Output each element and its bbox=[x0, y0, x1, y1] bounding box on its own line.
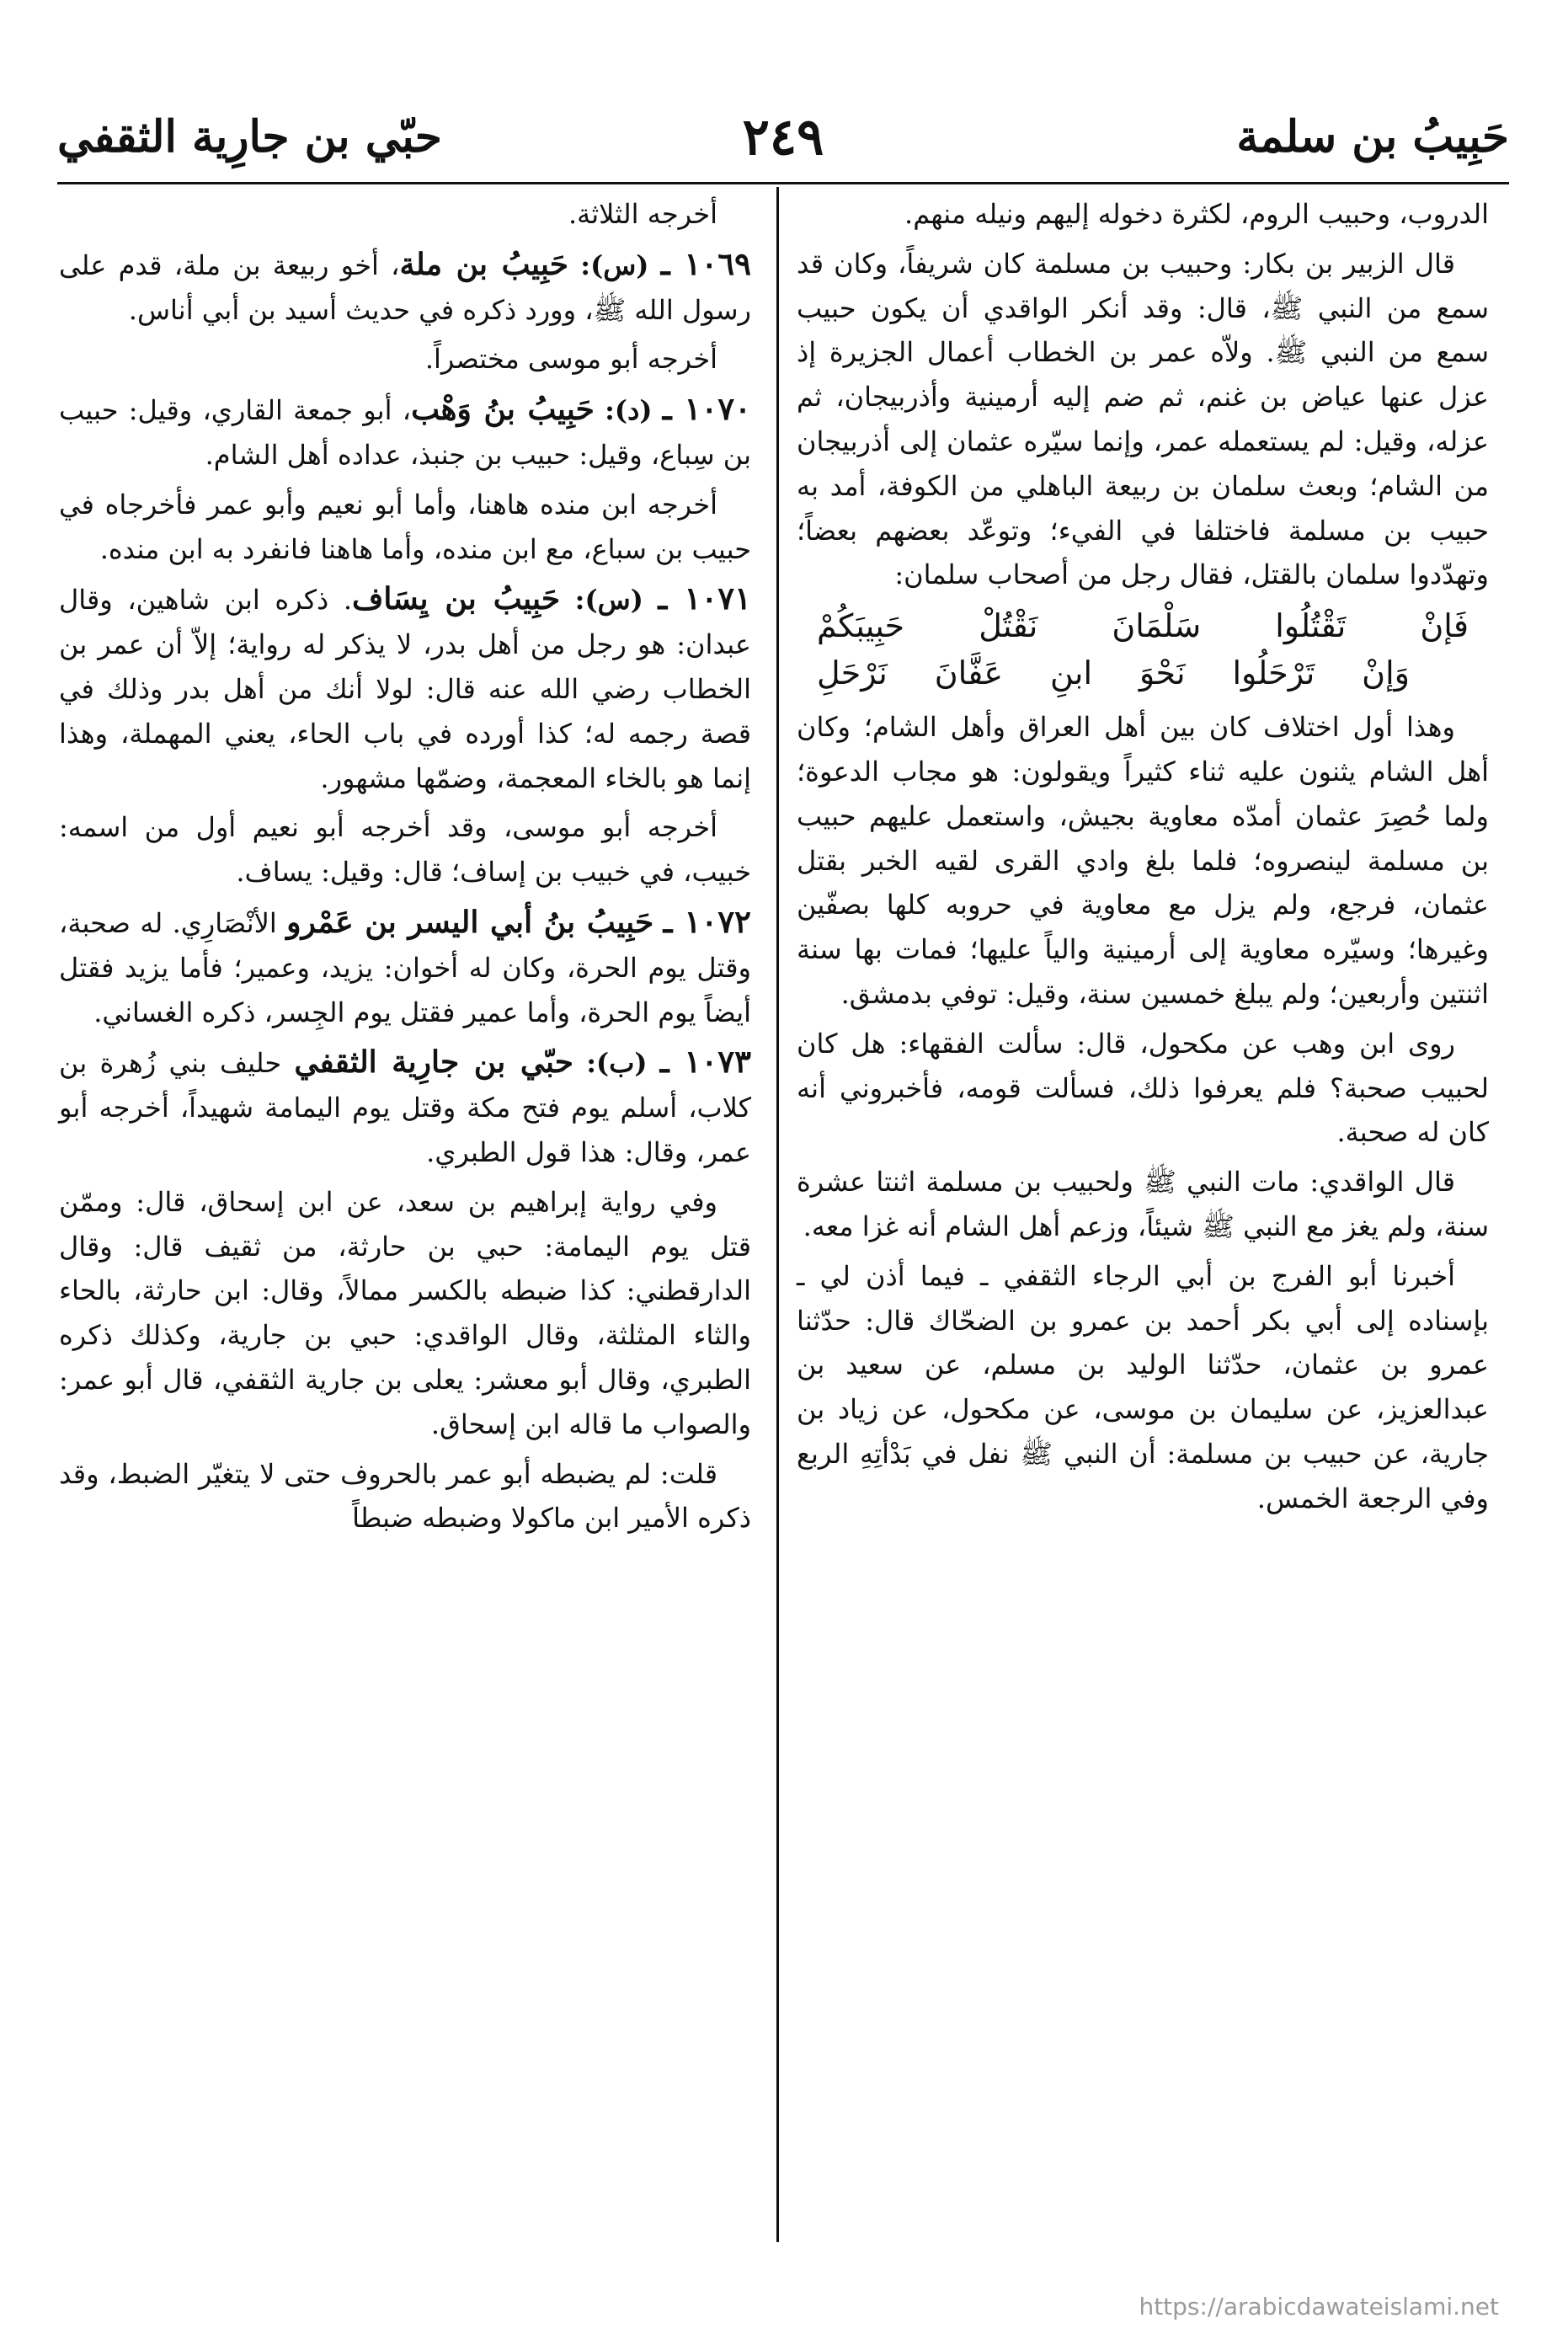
header-rule bbox=[57, 182, 1509, 184]
entry-name: حبّي بن جارِية الثقفي bbox=[294, 1044, 573, 1081]
paragraph: قال الواقدي: مات النبي ﷺ ولحبيب بن مسلمة اثنتا عشرة سنة، ولم يغز مع النبي ﷺ شيئاً، وزعم أهل الشام أنه غزا معه. bbox=[797, 1166, 1489, 1242]
entry-text: الأنْصَارِي. له صحبة، وقتل يوم الحرة، وكان له أخوان: يزيد، وعمير؛ فأما يزيد فقتل أيضاً يوم الحرة، وأما عمير فقتل يوم الجِسر، ذكره الغساني. bbox=[59, 906, 752, 1028]
entry-1071 bbox=[59, 576, 751, 800]
entry-code: (د): bbox=[605, 394, 653, 427]
running-head bbox=[57, 108, 1509, 179]
watermark-url: https://arabicdawateislami.net bbox=[1139, 2293, 1499, 2320]
entry-code: (ب): bbox=[586, 1047, 648, 1080]
paragraph: قلت: لم يضبطه أبو عمر بالحروف حتى لا يتغيّر الضبط، وقد ذكره الأمير ابن ماكولا وضبطه ضبطاً bbox=[59, 1457, 751, 1535]
page-number: ٢٤٩ bbox=[742, 108, 824, 167]
entry-text: ، أبو جمعة القاري، وقيل: حبيب بن سِباع، وقيل: حبيب بن جنبذ، عداده أهل الشام. bbox=[59, 394, 751, 471]
entry-number: ١٠٦٩ ـ bbox=[660, 244, 752, 282]
entry-text: ، أخو ربيعة بن ملة، قدم على رسول الله ﷺ، وورد ذكره في حديث أسيد بن أبي أناس. bbox=[59, 248, 751, 326]
paragraph: الدروب، وحبيب الروم، لكثرة دخوله إليهم ونيله منهم. bbox=[904, 198, 1489, 230]
column-divider bbox=[776, 187, 779, 2242]
entry-name: حَبِيبُ بن يِسَاف bbox=[352, 581, 561, 617]
entry-number: ١٠٧٣ ـ bbox=[659, 1043, 752, 1081]
running-head-left: حبّي بن جارِية الثقفي bbox=[57, 111, 442, 163]
entry-number: ١٠٧١ ـ bbox=[658, 579, 752, 617]
entry-text: حليف بني زُهرة بن كلاب، أسلم يوم فتح مكة وقتل يوم اليمامة شهيداً، أخرجه أبو عمر، وقال: هذا قول الطبري. bbox=[59, 1047, 751, 1168]
paragraph: روى ابن وهب عن مكحول، قال: سألت الفقهاء: هل كان لحبيب صحبة؟ فلم يعرفوا ذلك، فسألت قومه، فأخبروني أنه كان له صحبة. bbox=[797, 1027, 1489, 1149]
paragraph: أخرجه الثلاثة. bbox=[568, 198, 717, 230]
entry-text: . ذكره ابن شاهين، وقال عبدان: هو رجل من أهل بدر، لا يذكر له رواية؛ إلاّ أن عمر بن الخطاب رضي الله عنه قال: لولا أنك من أهل بدر وذلك في قصة رجمه له؛ كذا أورده في باب الحاء، يعني المهملة، وهذا إنما هو بالخاء المعجمة، وضمّها مشهور. bbox=[59, 584, 752, 794]
poem bbox=[797, 602, 1489, 697]
entry-code: (س): bbox=[580, 248, 649, 281]
poem-line: فَإنْ تَقْتُلُوا سَلْمَانَ نَقْتُلْ حَبِيبَكُمْ bbox=[817, 607, 1469, 645]
paragraph: أخرجه ابن منده هاهنا، وأما أبو نعيم وأبو عمر فأخرجاه في حبيب بن سباع، مع ابن منده، وأما هاهنا فانفرد به ابن منده. bbox=[59, 488, 751, 565]
paragraph: وفي رواية إبراهيم بن سعد، عن ابن إسحاق، قال: وممّن قتل يوم اليمامة: حبي بن حارثة، من ثقيف قال: وقال الدارقطني: كذا ضبطه بالكسر ممالاً، وقال: ابن حارثة، بالحاء والثاء المثلثة، وقال الواقدي: حبي بن جارية، وكذلك ذكره الطبري، وقال أبو معشر: يعلى بن جارية الثقفي، قال أبو عمر: والصواب ما قاله ابن إسحاق. bbox=[59, 1185, 751, 1440]
entry-1073 bbox=[59, 1039, 751, 1174]
paragraph: وهذا أول اختلاف كان بين أهل العراق وأهل الشام؛ وكان أهل الشام يثنون عليه ثناء كثيراً ويقولون: هو مجاب الدعوة؛ ولما حُصِرَ عثمان أمدّه معاوية بجيش، واستعمل عليهم حبيب بن مسلمة لينصروه؛ فلما بلغ وادي القرى لقيه الخبر بقتل عثمان، فرجع، ولم يزل مع معاوية في حروبه كلها بصفّين وغيرها؛ وسيّره معاوية إلى أرمينية والياً عليها؛ فمات بها سنة اثنتين وأربعين؛ ولم يبلغ خمسين سنة، وقيل: توفي بدمشق. bbox=[797, 711, 1489, 1010]
entry-1072 bbox=[59, 900, 751, 1034]
entry-1069 bbox=[59, 242, 751, 333]
poem-line: وَإنْ تَرْحَلُوا نَحْوَ ابنِ عَفَّانَ نَرْحَلِ bbox=[817, 654, 1410, 692]
left-column bbox=[59, 192, 751, 1546]
entry-name: حَبِيبُ بنُ أبي اليسر بن عَمْرو bbox=[286, 904, 654, 940]
paragraph: أخرجه أبو موسى مختصراً. bbox=[424, 343, 717, 376]
paragraph: قال الزبير بن بكار: وحبيب بن مسلمة كان شريفاً، وكان قد سمع من النبي ﷺ، قال: وقد أنكر الواقدي أن يكون حبيب سمع من النبي ﷺ. ولاّه عمر بن الخطاب أعمال الجزيرة إذ عزل عنها عياض بن غنم، ثم ضم إليه أرمينية وأذربيجان، ثم عزله، وقيل: لم يستعمله عمر، وإنما سيّره عثمان إلى أذربيجان من الشام؛ وبعث سلمان بن ربيعة الباهلي من الكوفة، أمد به حبيب بن مسلمة فاختلفا في الفيء؛ وتوعّد بعضهم بعضاً؛ وتهدّدوا سلمان بالقتل، فقال رجل من أصحاب سلمان: bbox=[797, 247, 1490, 591]
paragraph: أخبرنا أبو الفرج بن أبي الرجاء الثقفي ـ فيما أذن لي ـ بإسناده إلى أبي بكر أحمد بن عمرو بن الضحّاك قال: حدّثنا عمرو بن عثمان، حدّثنا الوليد بن مسلم، عن سعيد بن عبدالعزيز، عن سليمان بن موسى، عن مكحول، عن زياد بن جارية، عن حبيب بن مسلمة: أن النبي ﷺ نفل في بَدْأتِهِ الربع وفي الرجعة الخمس. bbox=[797, 1259, 1490, 1514]
paragraph: أخرجه أبو موسى، وقد أخرجه أبو نعيم أول من اسمه: خبيب، في خبيب بن إساف؛ قال: وقيل: يساف. bbox=[59, 811, 751, 889]
running-head-right: حَبِيبُ بن سلمة bbox=[1236, 111, 1509, 163]
entry-name: حَبِيبُ بنُ وَهْب bbox=[411, 392, 595, 428]
entry-1070 bbox=[59, 387, 751, 478]
entry-number: ١٠٧٠ ـ bbox=[662, 390, 752, 428]
entry-code: (س): bbox=[574, 584, 643, 617]
entry-name: حَبِيبُ بن ملة bbox=[399, 246, 568, 282]
entry-number: ١٠٧٢ ـ bbox=[663, 902, 752, 940]
right-column bbox=[797, 192, 1489, 1526]
